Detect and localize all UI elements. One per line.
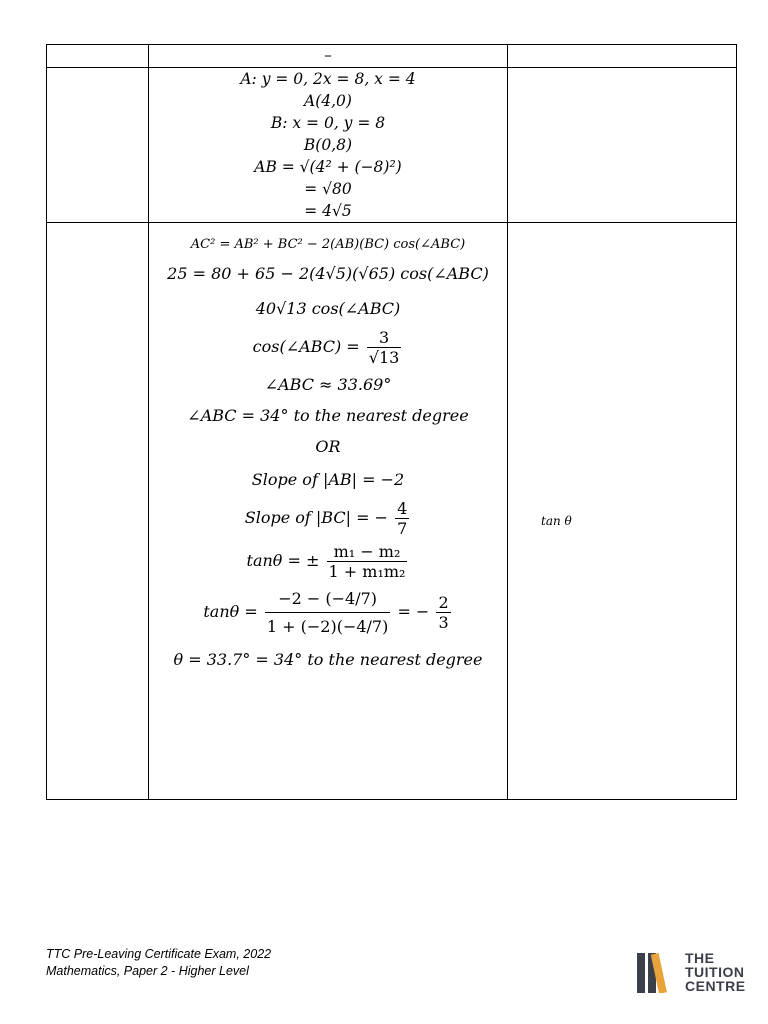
cell-solution [149, 223, 508, 800]
cell-marks [508, 45, 737, 68]
cell-part [47, 45, 149, 68]
tan-calculation [149, 589, 507, 636]
tan-formula-denominator: 1 + m₁m₂ [328, 562, 406, 581]
tan-calc-numerator: −2 − (−4/7) [278, 589, 378, 608]
tan-result-fraction [436, 593, 450, 632]
logo-line-1: THE [685, 950, 715, 966]
cell-part [47, 68, 149, 223]
cell-marks [508, 223, 737, 800]
tan-result-denominator: 3 [438, 613, 449, 632]
slope-bc-lhs: Slope of |BC| = − [244, 508, 388, 527]
page-footer [46, 946, 271, 980]
math-line: B: x = 0, y = 8 [270, 114, 386, 132]
or-separator: OR [315, 437, 341, 456]
tan-calc-equals: = − [397, 602, 430, 621]
approx-angle: ∠ABC ≈ 33.69° [264, 375, 392, 394]
tan-formula-lhs: tanθ = ± [246, 551, 320, 570]
tan-calc-denominator: 1 + (−2)(−4/7) [265, 612, 390, 636]
math-line: = √80 [304, 180, 352, 198]
tuition-centre-logo [637, 951, 757, 995]
tan-calc-lhs: tanθ = [203, 602, 258, 621]
rounded-angle: ∠ABC = 34° to the nearest degree [187, 406, 469, 425]
marking-scheme-table [46, 44, 737, 800]
math-line: B(0,8) [303, 136, 353, 154]
header-row [47, 45, 737, 68]
header-dash: – [324, 46, 332, 64]
substitution-line: 25 = 80 + 65 − 2(4√5)(√65) cos(∠ABC) [167, 264, 489, 283]
slope-bc-numerator: 4 [397, 499, 408, 518]
cosine-rule: AC² = AB² + BC² − 2(AB)(BC) cos(∠ABC) [190, 237, 466, 252]
footer-paper-title: Mathematics, Paper 2 - Higher Level [46, 964, 249, 978]
cell-marks [508, 68, 737, 223]
logo-wordmark [685, 951, 746, 993]
simplified-line: 40√13 cos(∠ABC) [255, 299, 401, 318]
tan-formula-fraction [327, 542, 408, 581]
cos-numerator: 3 [378, 328, 390, 347]
slope-bc-denominator: 7 [397, 519, 408, 538]
tan-formula-numerator: m₁ − m₂ [333, 542, 401, 561]
tan-formula [149, 542, 507, 581]
slope-bc-fraction [395, 499, 409, 538]
math-line: AB = √(4² + (−8)²) [254, 158, 402, 176]
footer-exam-title: TTC Pre-Leaving Certificate Exam, 2022 [46, 947, 272, 961]
logo-line-3: CENTRE [685, 978, 746, 994]
slope-bc [149, 499, 507, 538]
cos-fraction [367, 328, 402, 367]
cos-equation [149, 328, 507, 367]
math-line: A: y = 0, 2x = 8, x = 4 [240, 70, 416, 88]
cell-part [47, 223, 149, 800]
logo-line-2: TUITION [685, 964, 745, 980]
logo-bars-icon [637, 953, 681, 993]
final-answer: θ = 33.7° = 34° to the nearest degree [173, 650, 483, 669]
tan-result-numerator: 2 [438, 593, 449, 612]
slope-ab: Slope of |AB| = −2 [251, 470, 405, 489]
cell-solution [149, 45, 508, 68]
cell-solution [149, 68, 508, 223]
marks-note: tan θ [541, 514, 572, 528]
solution-row-angle [47, 223, 737, 800]
math-line: A(4,0) [304, 92, 352, 110]
solution-row-distance [47, 68, 737, 223]
cos-lhs: cos(∠ABC) = [252, 337, 360, 356]
math-line: = 4√5 [304, 202, 352, 220]
cos-denominator: √13 [368, 348, 400, 367]
tan-calc-fraction [265, 589, 390, 636]
